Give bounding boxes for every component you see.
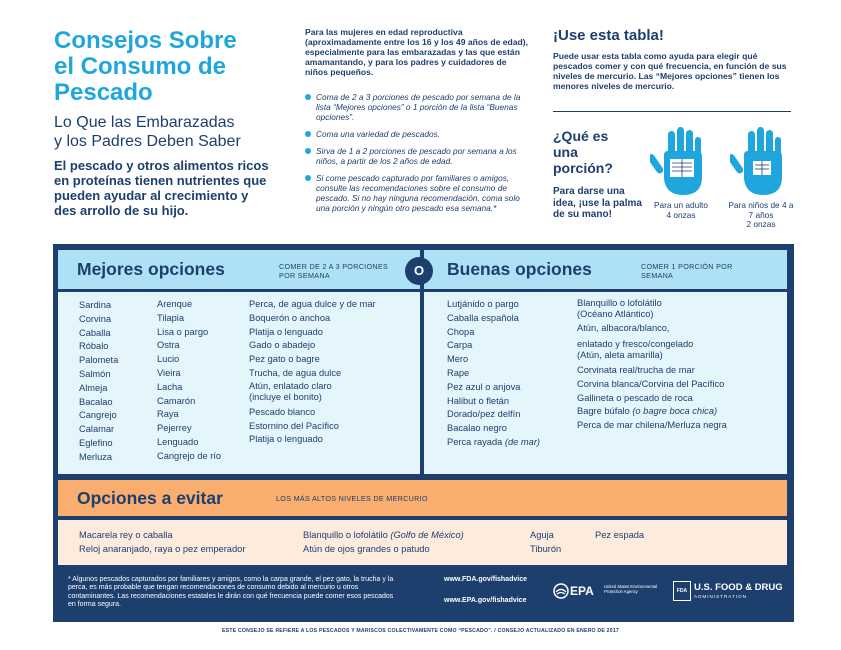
child-portion-caption bbox=[726, 201, 796, 230]
title-line-3: Pescado bbox=[54, 79, 153, 106]
fish-item: Atún, albacora/blanco, bbox=[577, 323, 670, 333]
audience-text: Para las mujeres en edad reproductiva (aproximadamente entre los 16 y los 49 años de edad), especialmente para las embarazadas y las que están amamantando, y para los padres y cuidadores de niños pequeños. bbox=[305, 27, 529, 77]
advice-item bbox=[305, 173, 535, 213]
fish-item: Pez azul o anjova bbox=[447, 381, 521, 392]
page-title bbox=[54, 28, 284, 106]
fish-item: Bacalao negro bbox=[447, 423, 507, 434]
avoid-item: Pez espada bbox=[595, 530, 645, 540]
fish-item: Róbalo bbox=[79, 341, 109, 352]
fish-item: Camarón bbox=[157, 395, 196, 406]
fish-item: Lucio bbox=[157, 354, 180, 365]
bullet-dot-icon bbox=[305, 148, 311, 154]
epa-logo-icon bbox=[553, 583, 569, 599]
fish-item: Mero bbox=[447, 354, 469, 365]
fish-item-note: (Atún, aleta amarilla) bbox=[577, 350, 663, 360]
fish-item-note: (de mar) bbox=[504, 436, 541, 447]
fish-item: Palometa bbox=[79, 355, 119, 366]
good-col-2 bbox=[577, 298, 727, 433]
fish-item: Eglefino bbox=[79, 437, 113, 448]
bullet-dot-icon bbox=[305, 94, 311, 100]
fish-item: Bacalao bbox=[79, 396, 113, 407]
fish-item: Pescado blanco bbox=[249, 406, 316, 417]
fish-item bbox=[577, 405, 727, 419]
title-line-1: Consejos Sobre bbox=[54, 27, 237, 54]
bottom-note: ESTE CONSEJO SE REFIERE A LOS PESCADOS Y MARISCOS COLECTIVAMENTE COMO “PESCADO”. / CONSEJO ACTUALIZADO EN ENERO DE 2017 bbox=[221, 628, 620, 634]
fish-item: Almeja bbox=[79, 382, 108, 393]
epa-agency-name: United States Environmental Protection Agency bbox=[604, 584, 658, 594]
fish-item: Raya bbox=[157, 409, 179, 420]
fda-advice-link[interactable]: www.FDA.gov/fishadvice bbox=[444, 576, 527, 583]
best-choices-frequency: COMER DE 2 A 3 PORCIONES POR SEMANA bbox=[279, 262, 389, 280]
advice-text: Sirva de 1 a 2 porciones de pescado por semana a los niños, a partir de los 2 años de edad. bbox=[316, 146, 517, 166]
fish-item: Lacha bbox=[157, 381, 183, 392]
fish-item: Chopa bbox=[447, 326, 475, 337]
fish-item: Gado o abadejo bbox=[249, 340, 316, 351]
fish-item: Lisa o pargo bbox=[157, 326, 209, 337]
avoid-item: Tiburón bbox=[530, 544, 562, 554]
good-choices-title: Buenas opciones bbox=[447, 259, 592, 279]
avoid-item-note: (Golfo de México) bbox=[390, 530, 464, 540]
fish-item: Salmón bbox=[79, 368, 111, 379]
fish-item-note: (incluye el bonito) bbox=[249, 391, 322, 402]
adult-portion-caption bbox=[648, 201, 714, 220]
fda-logo-subtext: ADMINISTRATION bbox=[694, 594, 747, 599]
fda-logo-icon: FDA bbox=[673, 581, 691, 601]
fish-item-note: (o bagre boca chica) bbox=[632, 406, 718, 417]
epa-logo-text: EPA bbox=[570, 584, 594, 598]
avoid-item: Atún de ojos grandes o patudo bbox=[303, 544, 430, 554]
fish-item: Corvina bbox=[79, 313, 112, 324]
title-line-2: el Consumo de bbox=[54, 53, 227, 80]
or-badge: O bbox=[405, 257, 433, 285]
subtitle-line-2: y los Padres Deben Saber bbox=[54, 133, 241, 150]
advice-text: Coma de 2 a 3 porciones de pescado por semana de la lista “Mejores opciones” o 1 porción de la lista “Buenas opciones”. bbox=[316, 92, 521, 122]
fish-item: Trucha, de agua dulce bbox=[249, 367, 342, 378]
bullet-dot-icon bbox=[305, 131, 311, 137]
avoid-item: Macarela rey o caballa bbox=[79, 530, 173, 540]
fish-item-name: Bagre búfalo bbox=[577, 406, 630, 417]
child-caption-amount: 2 onzas bbox=[746, 219, 776, 229]
fish-item: Perca, de agua dulce y de mar bbox=[249, 299, 376, 309]
fish-item: Vieira bbox=[157, 367, 181, 378]
advice-item bbox=[305, 146, 535, 166]
fish-item: Merluza bbox=[79, 451, 113, 462]
footnote: * Algunos pescados capturados por familiares y amigos, como la carpa grande, el pez gato, la trucha y la perca, es más probable que tengan recomendaciones de consumo debido al mercurio u otros contaminantes. Las recomendaciones estatales le dirán con qué frecuencia puede comer esos pescados en forma segura. bbox=[68, 576, 394, 609]
divider bbox=[553, 111, 791, 112]
fish-item: Atún, enlatado claro bbox=[249, 380, 332, 391]
fish-item: Gallineta o pescado de roca bbox=[577, 392, 693, 403]
best-col-3 bbox=[249, 298, 376, 447]
avoid-item-name: Blanquillo o lofolátilo bbox=[303, 530, 388, 540]
fish-item: Arenque bbox=[157, 299, 193, 309]
fish-item: Rape bbox=[447, 367, 470, 378]
fish-item: Sardina bbox=[79, 300, 112, 310]
adult-caption-amount: 4 onzas bbox=[666, 209, 696, 220]
adult-caption-label: Para un adulto bbox=[654, 200, 708, 210]
fish-item: Caballa española bbox=[447, 312, 519, 323]
advice-list bbox=[305, 92, 535, 220]
avoid-choices-note: LOS MÁS ALTOS NIVELES DE MERCURIO bbox=[276, 494, 428, 503]
advice-item bbox=[305, 92, 535, 122]
advice-text: Si come pescado capturado por familiares o amigos, consulte las recomendaciones sobre el consumo de pescado. Si no hay ninguna recomendación, coma solo una porción y ningún otro pescado esa semana.* bbox=[316, 173, 520, 213]
fish-item: Pez gato o bagre bbox=[249, 354, 320, 365]
best-col-2 bbox=[157, 298, 221, 464]
fish-item: Lutjánido o pargo bbox=[447, 299, 519, 309]
fish-item: Boquerón o anchoa bbox=[249, 312, 331, 323]
bullet-dot-icon bbox=[305, 175, 311, 181]
intro-text: El pescado y otros alimentos ricos en proteínas tienen nutrientes que pueden ayudar al crecimiento y des arrollo de su hijo. bbox=[54, 158, 269, 218]
portion-question: ¿Qué es una porción? bbox=[553, 128, 613, 176]
fish-item: Platija o lenguado bbox=[249, 326, 323, 337]
fish-item: Estornino del Pacífico bbox=[249, 420, 339, 431]
fish-item: Corvinata real/trucha de mar bbox=[577, 365, 695, 375]
fish-item: Halibut o fletán bbox=[447, 395, 510, 406]
child-hand-icon bbox=[730, 125, 792, 197]
advice-text: Coma una variedad de pescados. bbox=[316, 129, 441, 139]
epa-advice-link[interactable]: www.EPA.gov/fishadvice bbox=[444, 597, 527, 604]
avoid-item: Reloj anaranjado, raya o pez emperador bbox=[79, 544, 246, 554]
avoid-choices-list bbox=[58, 520, 787, 565]
fish-item: Platija o lenguado bbox=[249, 434, 323, 445]
fish-item: enlatado y fresco/congelado bbox=[577, 339, 694, 349]
fish-item: Corvina blanca/Corvina del Pacífico bbox=[577, 378, 725, 389]
avoid-choices-title: Opciones a evitar bbox=[77, 488, 223, 508]
use-table-heading: ¡Use esta tabla! bbox=[553, 27, 664, 44]
fish-item: Ostra bbox=[157, 340, 180, 351]
best-choices-title: Mejores opciones bbox=[77, 259, 225, 279]
fish-item: Blanquillo o lofolátilo bbox=[577, 298, 662, 308]
fish-item bbox=[447, 436, 540, 450]
fish-item: Carpa bbox=[447, 340, 473, 351]
page-subtitle bbox=[54, 113, 294, 151]
advice-item bbox=[305, 129, 535, 139]
fish-item-name: Perca rayada bbox=[447, 436, 503, 447]
portion-hint: Para darse una idea, ¡use la palma de su mano! bbox=[553, 186, 642, 220]
avoid-item: Aguja bbox=[530, 530, 554, 540]
use-table-text: Puede usar esta tabla como ayuda para elegir qué pescados comer y con qué frecuencia, en función de sus niveles de mercurio. Las “Mejores opciones” tienen los menores niveles de mercurio. bbox=[553, 51, 787, 91]
fish-item: Perca de mar chilena/Merluza negra bbox=[577, 420, 727, 431]
fish-item: Calamar bbox=[79, 424, 115, 435]
avoid-item bbox=[303, 530, 464, 540]
good-choices-frequency: COMER 1 PORCIÓN POR SEMANA bbox=[641, 262, 733, 280]
fish-item: Dorado/pez delfín bbox=[447, 409, 521, 420]
good-col-1 bbox=[447, 298, 540, 450]
adult-hand-icon bbox=[650, 125, 712, 197]
child-caption-label: Para niños de 4 a 7 años bbox=[728, 200, 794, 220]
fish-item: Tilapia bbox=[157, 312, 185, 323]
fish-item: Cangrejo bbox=[79, 410, 117, 421]
fish-item-note: (Océano Atlántico) bbox=[577, 309, 654, 319]
best-col-1 bbox=[79, 299, 118, 465]
fish-item: Cangrejo de río bbox=[157, 450, 222, 461]
fda-logo-text: U.S. FOOD & DRUG bbox=[694, 582, 783, 593]
fish-item: Lenguado bbox=[157, 436, 199, 447]
subtitle-line-1: Lo Que las Embarazadas bbox=[54, 114, 235, 131]
fish-item: Pejerrey bbox=[157, 423, 192, 434]
fish-item: Caballa bbox=[79, 327, 111, 338]
